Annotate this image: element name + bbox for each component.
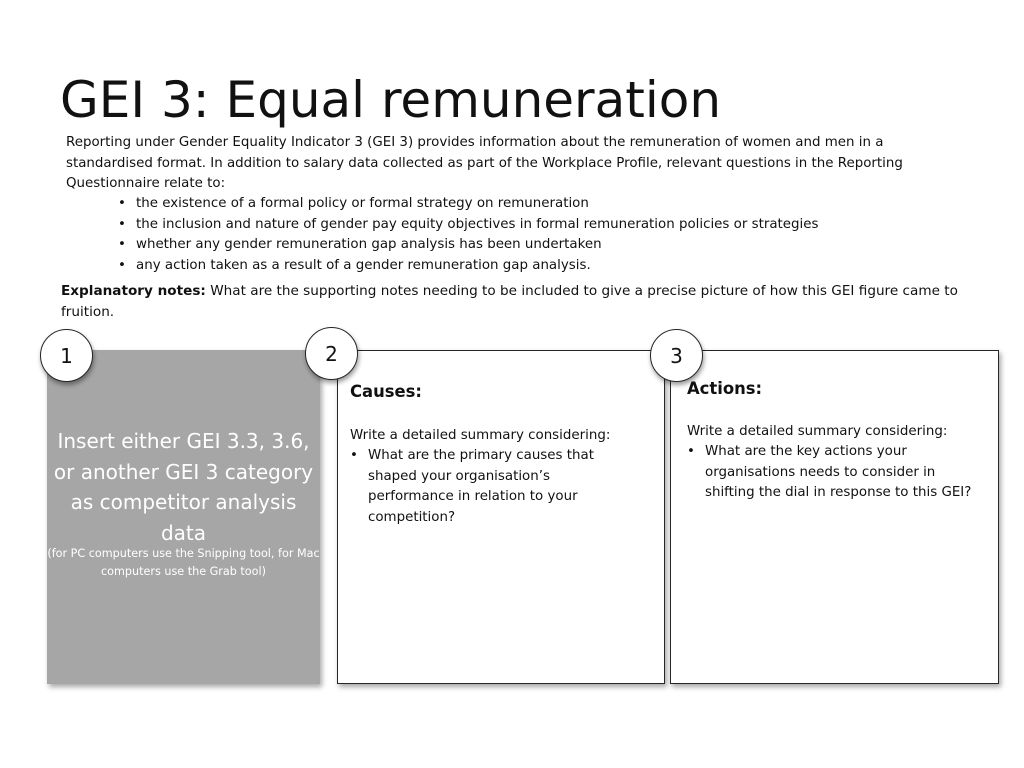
explanatory-notes-label: Explanatory notes: xyxy=(61,283,206,299)
actions-list xyxy=(687,442,985,504)
causes-list xyxy=(350,446,620,528)
placeholder-hint-text: (for PC computers use the Snipping tool, for Mac computers use the Grab tool) xyxy=(47,547,320,578)
causes-heading: Causes: xyxy=(350,382,422,401)
list-item: • any action taken as a result of a gender remuneration gap analysis. xyxy=(118,256,918,277)
slide-title: GEI 3: Equal remuneration xyxy=(60,71,722,129)
step-number-3: 3 xyxy=(650,329,703,382)
list-item: • What are the key actions your organisations needs to consider in shifting the dial in response to this GEI? xyxy=(687,442,985,504)
list-item: • the existence of a formal policy or formal strategy on remuneration xyxy=(118,194,918,215)
requirements-list xyxy=(118,194,918,276)
causes-intro: Write a detailed summary considering: xyxy=(350,428,611,443)
explanatory-notes-text: What are the supporting notes needing to be included to give a precise picture of how this GEI figure came to fruition. xyxy=(61,283,958,320)
competitor-data-placeholder[interactable] xyxy=(47,350,320,684)
actions-box[interactable] xyxy=(670,350,999,684)
actions-intro: Write a detailed summary considering: xyxy=(687,424,948,439)
placeholder-main-text: Insert either GEI 3.3, 3.6, or another GEI 3 category as competitor analysis data xyxy=(53,429,314,545)
list-item: • whether any gender remuneration gap analysis has been undertaken xyxy=(118,235,918,256)
causes-box[interactable] xyxy=(337,350,665,684)
list-item: • the inclusion and nature of gender pay equity objectives in formal remuneration policies or strategies xyxy=(118,215,918,236)
step-number-2: 2 xyxy=(305,327,358,380)
intro-paragraph: Reporting under Gender Equality Indicator 3 (GEI 3) provides information about the remuneration of women and men in a standardised format. In addition to salary data collected as part of the Workplace Profile, relevant questions in the Reporting Questionnaire relate to: xyxy=(66,135,903,191)
list-item: • What are the primary causes that shaped your organisation’s performance in relation to your competition? xyxy=(350,446,620,528)
explanatory-notes xyxy=(61,281,961,322)
actions-heading: Actions: xyxy=(687,379,763,398)
step-number-1: 1 xyxy=(40,329,93,382)
